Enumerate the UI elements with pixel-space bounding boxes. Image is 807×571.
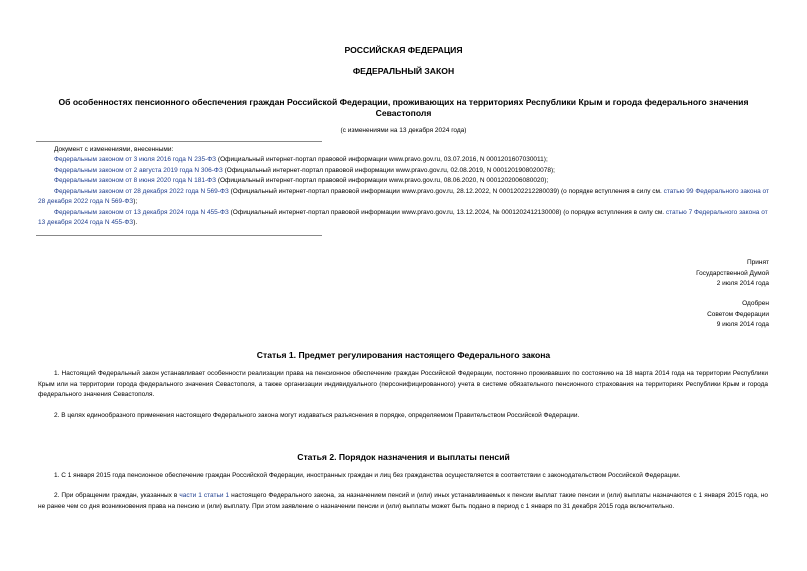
law-type-heading: ФЕДЕРАЛЬНЫЙ ЗАКОН [352,66,455,76]
amendment-item [38,187,772,208]
amendment-link[interactable]: Федеральным законом от 13 декабря 2024 года N 455-ФЗ [54,208,229,216]
amendment-secondary-link[interactable]: статью 99 Федерального закона от 28 декабря 2022 года N 569-ФЗ [38,187,770,205]
article-2-paragraph-1: 1. С 1 января 2015 года пенсионное обеспечение граждан Российской Федерации, иностранных граждан и лиц без гражданства осуществляется в соответствии с законодательством Российской Федерации. [54,472,681,479]
amendment-item [38,176,772,187]
top-divider [36,141,322,142]
amendment-link[interactable]: Федеральным законом от 28 декабря 2022 года N 569-ФЗ [54,187,229,195]
amendment-link[interactable]: Федеральным законом от 2 августа 2019 года N 306-ФЗ [54,166,223,174]
amendments-intro: Документ с изменениями, внесенными: [54,146,174,153]
amendment-text: (Официальный интернет-портал правовой информации www.pravo.gov.ru, 03.07.2016, N 0001201607030011); [216,156,548,163]
amendment-text: (Официальный интернет-портал правовой информации www.pravo.gov.ru, 02.08.2019, N 0001201908020078); [222,166,555,174]
country-heading: РОССИЙСКАЯ ФЕДЕРАЦИЯ [344,45,463,55]
amendment-item [38,166,772,177]
amendment-text: (Официальный интернет-портал правовой информации www.pravo.gov.ru, 13.12.2024, № 0001202412130008) (о порядке вступления в силу см. [228,208,666,216]
article-1-paragraph-1: 1. Настоящий Федеральный закон устанавливает особенности реализации права на пенсионное обеспечение граждан Российской Федерации, постоянно проживавших по состоянию на 18 марта 2014 года на территории Республики Крым или на территории города федерального значения Севастополя, а также организации индивидуального (персонифицированного) учета в системе обязательного пенсионного страхования на территориях Республики Крым и города федерального значения Севастополя. [38,370,768,398]
amendments-list [38,155,772,229]
article-2-paragraph-2 [38,491,768,512]
paragraph-text: 2. При обращении граждан, указанных в [54,492,180,499]
council-name: Советом Федерации [707,310,769,318]
amendment-secondary-link[interactable]: статью 7 Федерального закона от 13 декабря 2024 года N 455-ФЗ [38,208,768,226]
amendment-text: (Официальный интернет-портал правовой информации www.pravo.gov.ru, 08.06.2020, N 0001202006080020); [216,177,549,184]
law-title: Об особенностях пенсионного обеспечения граждан Российской Федерации, проживающих на территориях Республики Крым и города федерального значения Севастополя [58,97,749,118]
amendment-text-end: ). [133,219,138,226]
amendment-text: (Официальный интернет-портал правовой информации www.pravo.gov.ru, 28.12.2022, N 0001202212280039) (о порядке вступления в силу см. [228,187,664,195]
amendment-item [38,208,772,229]
edition-note: (с изменениями на 13 декабря 2024 года) [340,127,467,134]
bottom-divider [36,235,322,236]
duma-name: Государственной Думой [696,269,769,277]
article-2-heading: Статья 2. Порядок назначения и выплаты пенсий [297,452,510,462]
council-approval-block [707,299,769,331]
article-1-heading: Статья 1. Предмет регулирования настоящего Федерального закона [256,350,551,360]
duma-adopted-label: Принят [746,259,769,266]
duma-date: 2 июля 2014 года [716,280,769,287]
article-reference-link[interactable]: части 1 статьи 1 [179,492,230,499]
article-1-paragraph-2: 2. В целях единообразного применения настоящего Федерального закона могут издаваться разъяснения в порядке, определяемом Правительством Российской Федерации. [54,412,580,419]
amendment-item [38,155,772,166]
paragraph-text: настоящего Федерального закона, за назначением пенсий и (или) иных устанавливаемых к пенсии выплат такие пенсии и (или) выплаты назначаются с 1 января 2015 года, но не ранее чем со дня возникновения права на пенсию и (или) выплату. При этом заявление о назначении пенсии и (или) выплаты может быть подано в период с 1 января по 31 декабря 2015 года включительно. [38,492,768,510]
council-date: 9 июля 2014 года [716,321,769,328]
council-approved-label: Одобрен [742,300,769,307]
duma-adoption-block [696,258,769,290]
amendment-link[interactable]: Федеральным законом от 8 июня 2020 года N 181-ФЗ [54,177,217,184]
amendment-link[interactable]: Федеральным законом от 3 июля 2016 года N 235-ФЗ [54,156,217,163]
amendment-text-end: ); [133,198,138,205]
